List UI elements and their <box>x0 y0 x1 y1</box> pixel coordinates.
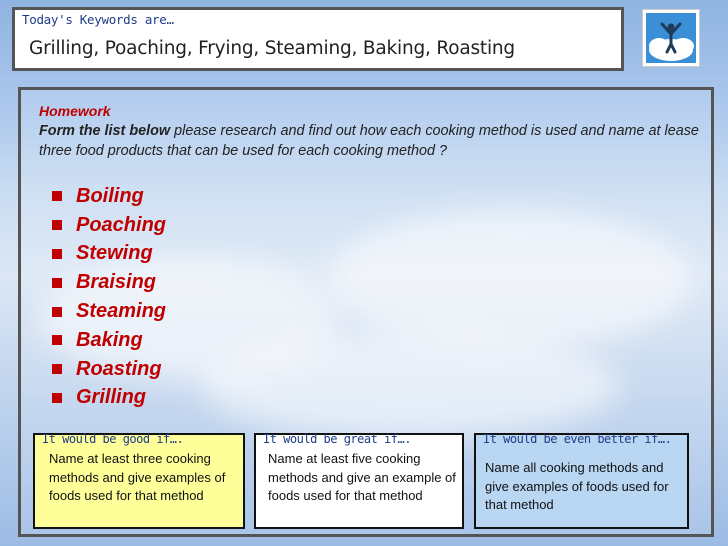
homework-instruction <box>39 121 719 161</box>
square-bullet-icon <box>52 393 62 403</box>
method-label: Braising <box>76 271 157 294</box>
keywords-heading: Today's Keywords are… <box>22 12 174 27</box>
square-bullet-icon <box>52 220 62 230</box>
cooking-methods-list <box>52 182 166 412</box>
list-item <box>52 384 166 413</box>
list-item <box>52 326 166 355</box>
criteria-heading: It would be great if…. <box>263 432 411 446</box>
method-label: Boiling <box>76 184 144 207</box>
square-bullet-icon <box>52 307 62 317</box>
square-bullet-icon <box>52 191 62 201</box>
square-bullet-icon <box>52 364 62 374</box>
list-item <box>52 268 166 297</box>
square-bullet-icon <box>52 249 62 259</box>
instruction-bold: Form the list below <box>39 123 171 139</box>
homework-title: Homework <box>39 103 111 119</box>
list-item <box>52 297 166 326</box>
list-item <box>52 182 166 211</box>
keywords-box <box>12 7 624 71</box>
method-label: Poaching <box>76 213 167 236</box>
criteria-heading: It would be good if…. <box>42 432 184 446</box>
method-label: Stewing <box>76 242 153 265</box>
list-item <box>52 211 166 240</box>
method-label: Grilling <box>76 386 146 409</box>
criteria-box-even-better <box>474 433 689 529</box>
square-bullet-icon <box>52 335 62 345</box>
criteria-body: Name at least five cooking methods and give an example of foods used for that method <box>268 451 456 503</box>
criteria-body: Name all cooking methods and give examples of foods used for that method <box>485 460 669 512</box>
list-item <box>52 355 166 384</box>
person-cloud-logo-icon <box>642 9 700 67</box>
method-label: Baking <box>76 328 143 351</box>
method-label: Steaming <box>76 300 167 323</box>
square-bullet-icon <box>52 278 62 288</box>
criteria-box-great <box>254 433 464 529</box>
criteria-body: Name at least three cooking methods and give examples of foods used for that method <box>49 451 226 503</box>
instruction-text: please research and find out how each cooking method is used and name at lease three food products that can be used for each cooking method ? <box>39 123 699 159</box>
method-label: Roasting <box>76 357 162 380</box>
criteria-box-good <box>33 433 245 529</box>
criteria-heading: It would be even better if…. <box>483 432 672 446</box>
list-item <box>52 240 166 269</box>
keywords-list: Grilling, Poaching, Frying, Steaming, Baking, Roasting <box>29 38 515 59</box>
